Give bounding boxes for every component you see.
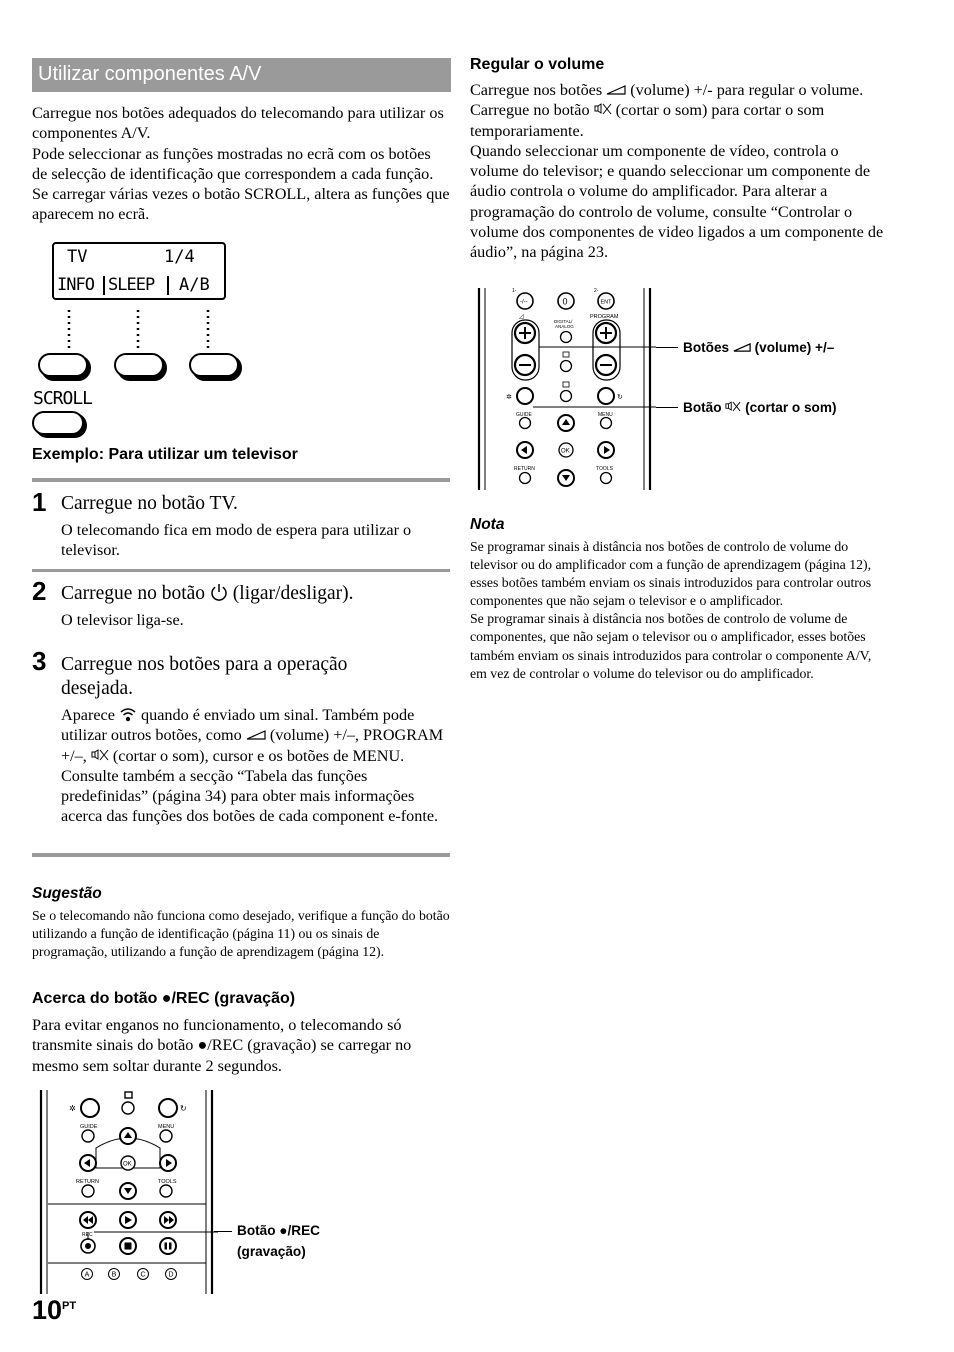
rec-text: Para evitar enganos no funcionamento, o telecomando só transmite sinais do botão ●/REC (gravação) se carregar no mesmo sem soltar durante 2 segundos. xyxy=(32,1016,412,1075)
menu-button xyxy=(601,418,612,429)
svg-text:↻: ↻ xyxy=(617,393,623,401)
tip-text: Se o telecomando não funciona como desejado, verifique a função do botão utilizando a função de identificação (página 11) ou os sinais de programação, utilizando a função de aprendizagem (página 12). xyxy=(32,908,450,960)
volume-icon xyxy=(733,343,751,352)
svg-text:2-: 2- xyxy=(594,288,599,294)
rec-callout: Botão ●/REC (gravação) xyxy=(237,1223,320,1259)
svg-text:OK: OK xyxy=(561,448,570,455)
step-title: Carregue no botão TV. xyxy=(61,493,238,514)
lcd-label-ab: A/B xyxy=(179,275,210,295)
pause-button xyxy=(160,1238,176,1254)
color-buttons xyxy=(82,1269,177,1280)
divider xyxy=(32,478,450,482)
identification-buttons-illustration xyxy=(30,300,250,440)
svg-text:PROGRAM: PROGRAM xyxy=(590,314,619,320)
volume-callout: Botões (volume) +/– xyxy=(683,340,835,355)
step-description: Aparece quando é enviado um sinal. Também pode utilizar outros botões, como (volume) +/–, PROGRAM +/–, (cortar o som), cursor e os botões de MENU. Consulte também a secção “Tabela das funções predefinidas” (página 34) para obter mais informações acerca das funções dos botões de cada component e-fonte. xyxy=(61,706,444,826)
step-description: O telecomando fica em modo de espera para utilizar o televisor. xyxy=(61,521,412,560)
svg-text:1-: 1- xyxy=(512,288,517,294)
svg-text:RETURN: RETURN xyxy=(514,466,535,472)
mute-callout: Botão (cortar o som) xyxy=(683,400,837,415)
svg-text:A: A xyxy=(84,1271,90,1279)
svg-text:RETURN: RETURN xyxy=(76,1179,99,1185)
display-button xyxy=(561,391,572,402)
svg-text:B: B xyxy=(111,1271,117,1279)
note-heading: Nota xyxy=(470,516,505,533)
divider xyxy=(32,853,450,857)
volume-icon xyxy=(606,85,626,95)
svg-text:0: 0 xyxy=(562,296,568,307)
step-description: O televisor liga-se. xyxy=(61,611,184,629)
rec-heading: Acerca do botão ●/REC (gravação) xyxy=(32,990,296,1007)
digital-analog-button xyxy=(561,332,572,343)
svg-text:MENU: MENU xyxy=(158,1124,175,1130)
note-text: Se programar sinais à distância nos botões de controlo de volume do televisor ou do amplificador com a função de aprendizagem (página 12), esses botões também enviam os sinais introduzidos para controlar outros componentes que não sejam o televisor e o amplificador. Se programar sinais à distância nos botões de controlo de volume de componentes, que não sejam o televisor ou o amplificador, esses botões também enviam os sinais introduzidos para controlar o componente A/V, em vez de controlar o volume do televisor ou do amplificador. xyxy=(470,539,872,681)
display-button xyxy=(122,1092,134,1114)
menu-button xyxy=(160,1130,172,1142)
scroll-button xyxy=(33,412,86,437)
tools-button xyxy=(601,473,612,484)
step-number: 3 xyxy=(32,646,47,676)
id-button-3 xyxy=(190,354,241,380)
volume-text: Carregue nos botões (volume) +/- para regular o volume. Carregue no botão (cortar o som) para cortar o som temporariamente. Quando seleccionar um componente de vídeo, controla o volume do televisor; e quando seleccionar um componente de áudio controla o volume do amplificador. Para alterar a programação do controlo de volume, consulte “Controlar o volume dos componentes de video ligados a um componente de áudio”, na página 23. xyxy=(470,80,890,263)
scroll-label: SCROLL xyxy=(33,388,93,409)
volume-icon xyxy=(246,730,266,740)
svg-text:OK: OK xyxy=(123,1161,132,1168)
step-number: 1 xyxy=(32,487,47,517)
lcd-label-info: INFO xyxy=(57,275,94,295)
mute-icon xyxy=(91,749,109,761)
step-title: Carregue nos botões para a operação desejada. xyxy=(61,654,348,699)
svg-text:GUIDE: GUIDE xyxy=(516,412,532,418)
svg-text:DIGITAL/: DIGITAL/ xyxy=(554,319,573,324)
intro-paragraph-1: Carregue nos botões adequados do telecomando para utilizar os componentes A/V. xyxy=(32,104,444,143)
svg-text:ANALOG: ANALOG xyxy=(555,324,574,329)
text-button xyxy=(561,361,572,372)
tip-heading: Sugestão xyxy=(32,885,102,902)
svg-text:D: D xyxy=(168,1271,174,1279)
return-button xyxy=(520,473,531,484)
remote-volume-illustration xyxy=(476,286,656,490)
intro-text xyxy=(32,103,450,225)
svg-text:REC: REC xyxy=(82,1232,93,1238)
page-number: $10^{PT}$ xyxy=(32,1295,77,1325)
lcd-label-sleep: SLEEP xyxy=(108,275,155,295)
mute-icon xyxy=(594,103,612,115)
tools-button xyxy=(160,1185,172,1197)
section-title: Utilizar componentes A/V xyxy=(32,58,451,92)
svg-text:TOOLS: TOOLS xyxy=(596,466,613,472)
id-button-2 xyxy=(115,354,166,380)
volume-heading: Regular o volume xyxy=(470,56,605,73)
id-button-1 xyxy=(39,354,90,380)
divider xyxy=(32,569,450,572)
step-number: 2 xyxy=(32,576,47,606)
svg-text:✲: ✲ xyxy=(506,393,512,401)
lcd-display xyxy=(52,242,226,300)
mute-button xyxy=(517,388,533,404)
guide-button xyxy=(82,1130,94,1142)
remote-rec-illustration xyxy=(38,1088,218,1294)
svg-text:C: C xyxy=(140,1271,146,1279)
lcd-mode: TV xyxy=(67,247,88,267)
power-icon xyxy=(210,583,228,601)
svg-text:◿: ◿ xyxy=(519,314,524,320)
svg-text:TOOLS: TOOLS xyxy=(158,1179,177,1185)
svg-text:GUIDE: GUIDE xyxy=(80,1124,98,1130)
example-heading: Exemplo: Para utilizar um televisor xyxy=(32,446,298,463)
signal-icon xyxy=(119,707,137,722)
svg-text:-/--: -/-- xyxy=(520,299,528,306)
svg-text:ENT: ENT xyxy=(600,299,612,306)
mute-button xyxy=(69,1099,99,1117)
return-button xyxy=(82,1185,94,1197)
step-title: Carregue no botão (ligar/desligar). xyxy=(61,583,354,604)
refresh-button xyxy=(598,388,614,404)
refresh-button xyxy=(159,1099,187,1117)
intro-paragraph-2: Pode seleccionar as funções mostradas no ecrã com os botões de selecção de identificação que correspondem a cada função. Se carregar várias vezes o botão SCROLL, altera as funções que aparecem no ecrã. xyxy=(32,144,450,224)
mute-icon xyxy=(725,401,741,412)
svg-text:MENU: MENU xyxy=(598,412,613,418)
svg-text:↻: ↻ xyxy=(180,1104,187,1113)
lcd-page: 1/4 xyxy=(164,247,195,267)
guide-button xyxy=(520,418,531,429)
volume-paragraph-2: Quando seleccionar um componente de vídeo, controla o volume do televisor; e quando seleccionar um componente de áudio controla o volume do amplificador. Para alterar a programação do controlo de volume, consulte “Controlar o volume dos componentes de video ligados a um componente de áudio”, na página 23. xyxy=(470,141,884,262)
svg-text:✲: ✲ xyxy=(69,1104,76,1113)
